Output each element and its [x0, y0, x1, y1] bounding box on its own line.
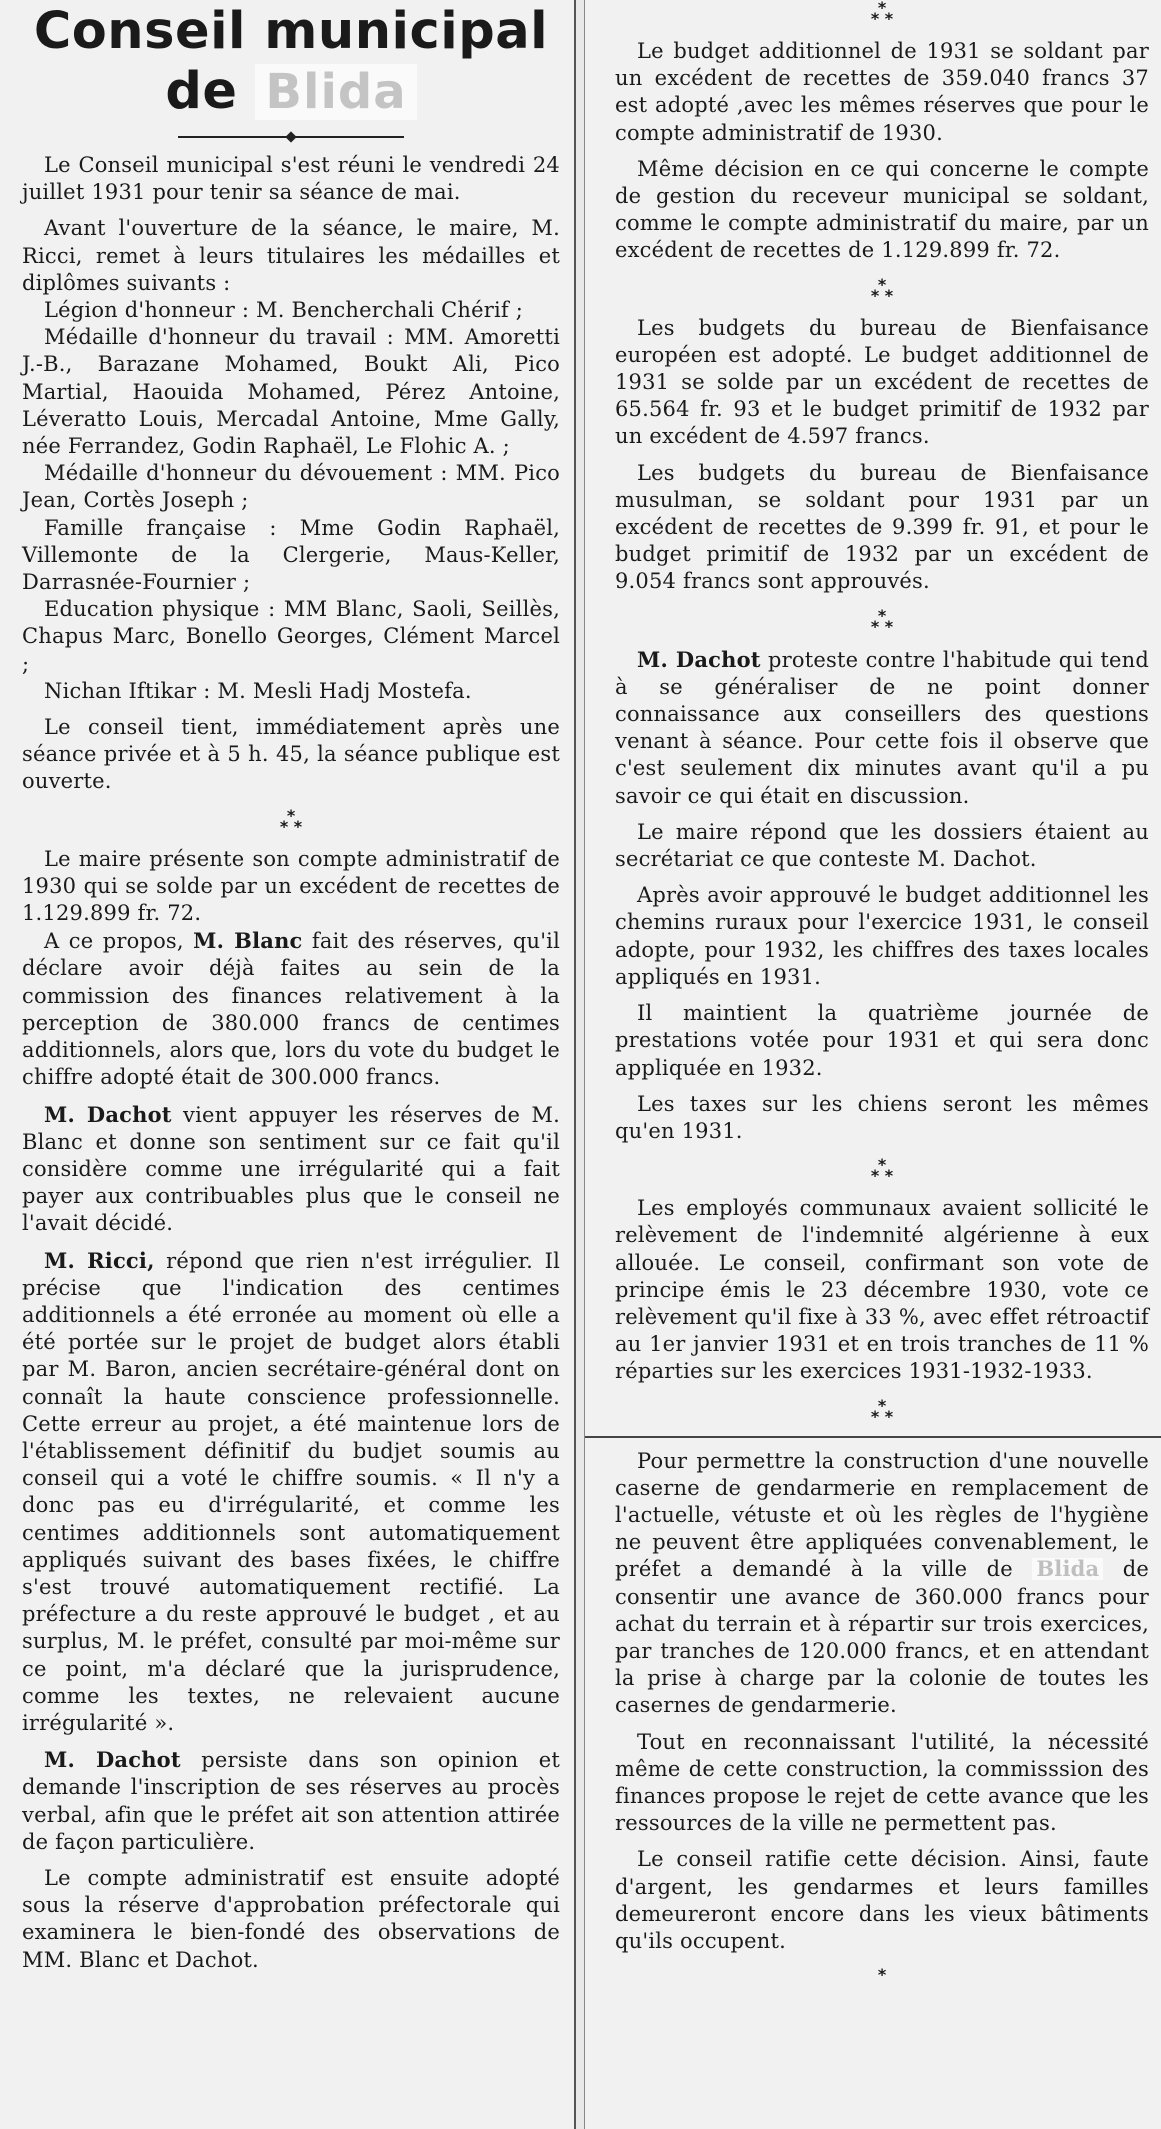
paragraph: M. Ricci, répond que rien n'est irrégulier. Il précise que l'indication des centimes additionnels a été erronée au moment où elle a été portée sur le projet de budget alors établi par M. Baron, ancien secrétaire-général dont on connaît la haute conscience professionnelle. Cette erreur au projet, a été maintenue lors de l'établissement définitif du budjet soumis au conseil qui a voté le chiffre soumis. « Il n'y a donc pas eu d'irrégularité, et comme les centimes additionnels sont automatiquement appliqués suivant des bases fixées, le chiffre s'est trouvé automatiquement rectifié. La préfecture a du reste approuvé le budget , et au surplus, M. le préfet, consulté par moi-même sur ce point, m'a déclaré que la jurisprudence, comme les textes, ne relevaient aucune irrégularité ». [22, 1247, 560, 1735]
headline-line1: Conseil municipal [33, 2, 549, 61]
section-separator: * * * [870, 1395, 894, 1426]
paragraph: Avant l'ouverture de la séance, le maire, M. Ricci, remet à leurs titulaires les médailles et diplômes suivants : [22, 216, 560, 295]
section-separator: * * * [870, 0, 894, 28]
box-divider [585, 1436, 1161, 1438]
paragraph: Les employés communaux avaient sollicité le relèvement de l'indemnité algérienne à eux allouée. Le conseil, confirmant son vote de principe émis le 23 décembre 1930, vote ce relèvement qu'il fixe à 33 %, avec effet rétroactif au 1er janvier 1931 et en trois tranches de 11 % réparties sur les exercices 1931-1932-1933. [615, 1196, 1149, 1384]
paragraph: Les budgets du bureau de Bienfaisance musulman, se soldant pour 1931 par un excédent de recettes de 9.399 fr. 91, et pour le budget primitif de 1932 par un excédent de 9.054 francs sont approuvés. [615, 460, 1149, 594]
left-column [0, 0, 576, 2129]
paragraph: Le maire présente son compte administratif de 1930 qui se solde par un excédent de recettes de 1.129.899 fr. 72. [22, 846, 560, 926]
right-column [584, 0, 1161, 2129]
section-separator: * * * [870, 605, 894, 636]
paragraph: Le conseil tient, immédiatement après une séance privée et à 5 h. 45, la séance publique est ouverte. [22, 715, 560, 794]
paragraph: Le budget additionnel de 1931 se soldant par un excédent de recettes de 359.040 francs 37 est adopté ,avec les mêmes réserves que pour le compte administratif de 1930. [615, 39, 1149, 145]
paragraph: Le Conseil municipal s'est réuni le vendredi 24 juillet 1931 pour tenir sa séance de mai. [22, 153, 560, 205]
paragraph: M. Dachot vient appuyer les réserves de M. Blanc et donne son sentiment sur ce fait qu'il considère comme une irrégularité qui a fait payer aux contribuables plus que le conseil ne l'avait décidé. [22, 1101, 560, 1236]
paragraph: Le compte administratif est ensuite adopté sous la réserve d'approbation préfectorale qui examinera le bien-fondé des observations de MM. Blanc et Dachot. [22, 1865, 560, 1972]
section-separator: * * * [870, 1155, 894, 1186]
paragraph: Les taxes sur les chiens seront les mêmes qu'en 1931. [615, 1091, 1149, 1143]
paragraph: Education physique : MM Blanc, Saoli, Seillès, Chapus Marc, Bonello Georges, Clément Marcel ; [22, 597, 560, 676]
headline-city: Blida [255, 64, 416, 120]
paragraph: Le conseil ratifie cette décision. Ainsi, faute d'argent, les gendarmes et leurs familles demeureront encore dans les vieux bâtiments qu'ils occupent. [615, 1847, 1149, 1953]
paragraph: Même décision en ce qui concerne le compte de gestion du receveur municipal se soldant, comme le compte administratif du maire, par un excédent de recettes de 1.129.899 fr. 72. [615, 156, 1149, 263]
headline-line2 [22, 62, 560, 122]
paragraph: M. Dachot persiste dans son opinion et demande l'inscription de ses réserves au procès verbal, afin que le préfet ait son attention attirée de façon particulière. [22, 1747, 561, 1854]
paragraph: Nichan Iftikar : M. Mesli Hadj Mostefa. [44, 678, 472, 703]
paragraph: Après avoir approuvé le budget additionnel les chemins ruraux pour l'exercice 1931, le conseil adopte, pour 1932, les chiffres des taxes locales appliqués en 1931. [615, 883, 1149, 989]
paragraph: Famille française : Mme Godin Raphaël, Villemonte de la Clergerie, Maus-Keller, Darrasnée-Fournier ; [22, 515, 560, 595]
paragraph: Tout en reconnaissant l'utilité, la nécessité même de cette construction, la commisssion des finances propose le rejet de cette avance que les ressources de la ville ne permettent pas. [615, 1729, 1149, 1836]
section-separator: * * * [870, 274, 894, 305]
paragraph: M. Dachot proteste contre l'habitude qui tend à se généraliser de ne point donner connaissance aux conseillers des questions venant à séance. Pour cette fois il observe que c'est seulement dix minutes avant qu'il a pu savoir ce qui était en discussion. [615, 646, 1150, 808]
section-separator: * * * [279, 805, 303, 836]
section-separator: * [877, 1965, 887, 1985]
headline [22, 2, 560, 62]
paragraph: Légion d'honneur : M. Bencherchali Chérif ; [44, 298, 524, 323]
paragraph: Le maire répond que les dossiers étaient au secrétariat ce que conteste M. Dachot. [615, 819, 1149, 872]
paragraph: Il maintient la quatrième journée de prestations votée pour 1931 et qui sera donc appliquée en 1932. [615, 1001, 1149, 1080]
paragraph: Pour permettre la construction d'une nouvelle caserne de gendarmerie en remplacement de l'actuelle, vétuste et où les règles de l'hygiène ne peuvent être appliquées convenablement, le préfet a demandé à la ville de Blida de consentir une avance de 360.000 francs pour achat du terrain et à répartir sur trois exercices, par tranches de 120.000 francs, et en attendant la prise à charge par la colonie de toutes les casernes de gendarmerie. [615, 1448, 1149, 1718]
paragraph: A ce propos, M. Blanc fait des réserves, qu'il déclare avoir déjà faites au sein de la commission des finances relativement à la perception de 380.000 francs de centimes additionnels, alors que, lors du vote du budget le chiffre adopté était de 300.000 francs. [22, 928, 560, 1090]
paragraph: Médaille d'honneur du travail : MM. Amoretti J.-B., Barazane Mohamed, Boukt Ali, Pico Martial, Haouida Mohamed, Pérez Antoine, Léveratto Louis, Mercadal Antoine, Mme Gally, née Ferrandez, Godin Raphaël, Le Flohic A. ; [22, 325, 560, 459]
headline-de: de [165, 62, 238, 121]
headline-rule [22, 122, 560, 152]
paragraph: Les budgets du bureau de Bienfaisance européen est adopté. Le budget additionnel de 1931 se solde par un excédent de recettes de 65.564 fr. 93 et le budget primitif de 1932 par un excédent de 4.597 francs. [615, 315, 1149, 449]
paragraph: Médaille d'honneur du dévouement : MM. Pico Jean, Cortès Joseph ; [22, 461, 560, 513]
inline-city: Blida [1032, 1558, 1103, 1580]
